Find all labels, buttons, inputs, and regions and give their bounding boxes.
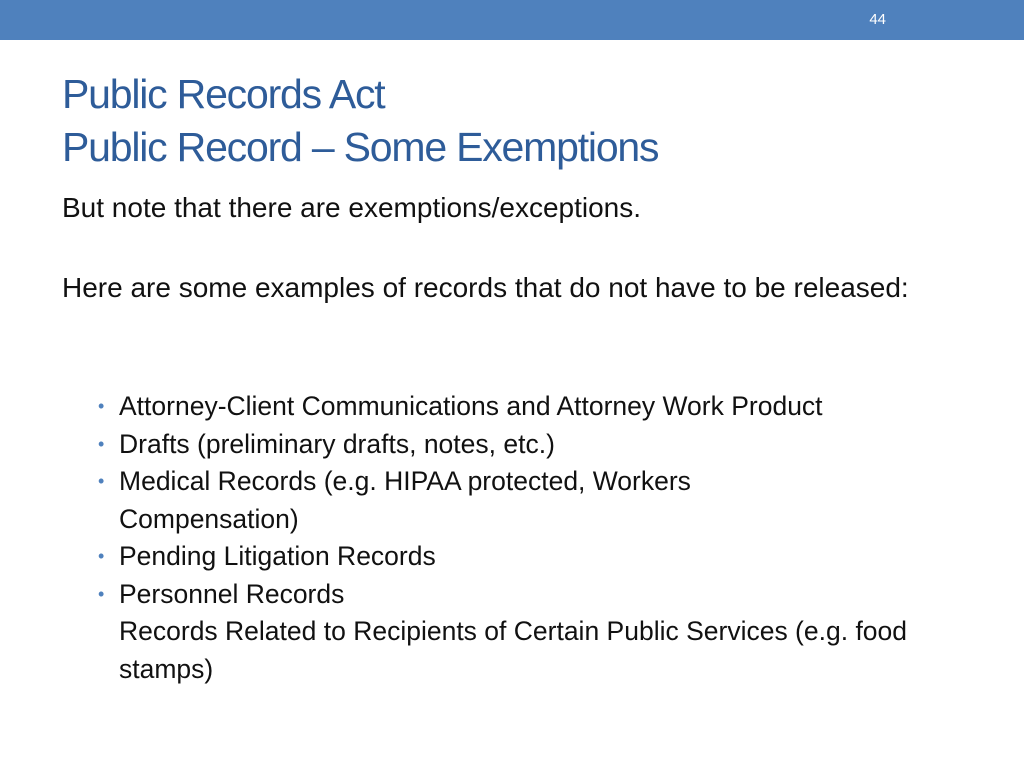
list-item <box>98 463 839 538</box>
list-item <box>98 426 978 464</box>
list-item-text: Records Related to Recipients of Certain Public Services (e.g. food stamps) <box>119 616 908 684</box>
bullet-icon: • <box>98 396 105 416</box>
intro-text: But note that there are exemptions/exceptions. <box>62 192 642 223</box>
examples-text: Here are some examples of records that do not have to be released: <box>62 272 909 303</box>
list-item <box>98 576 978 614</box>
list-item <box>98 613 939 688</box>
list-item-text: Medical Records (e.g. HIPAA protected, Workers Compensation) <box>119 466 691 534</box>
title-line-2: Public Record – Some Exemptions <box>62 124 659 170</box>
bullet-icon: • <box>98 546 105 566</box>
slide-number: 44 <box>869 11 886 28</box>
list-item-text: Drafts (preliminary drafts, notes, etc.) <box>119 428 555 459</box>
header-bar <box>0 0 1024 40</box>
exemptions-list <box>98 388 978 688</box>
bullet-icon: • <box>98 583 105 604</box>
list-item-text: Personnel Records <box>119 578 345 609</box>
list-item <box>98 388 978 426</box>
list-item <box>98 538 978 576</box>
title-line-1: Public Records Act <box>62 71 385 117</box>
list-item-text: Pending Litigation Records <box>119 541 436 571</box>
bullet-icon: • <box>98 471 105 491</box>
bullet-icon: • <box>98 433 105 454</box>
slide-title <box>62 68 658 174</box>
list-item-text: Attorney-Client Communications and Attorney Work Product <box>119 391 823 421</box>
